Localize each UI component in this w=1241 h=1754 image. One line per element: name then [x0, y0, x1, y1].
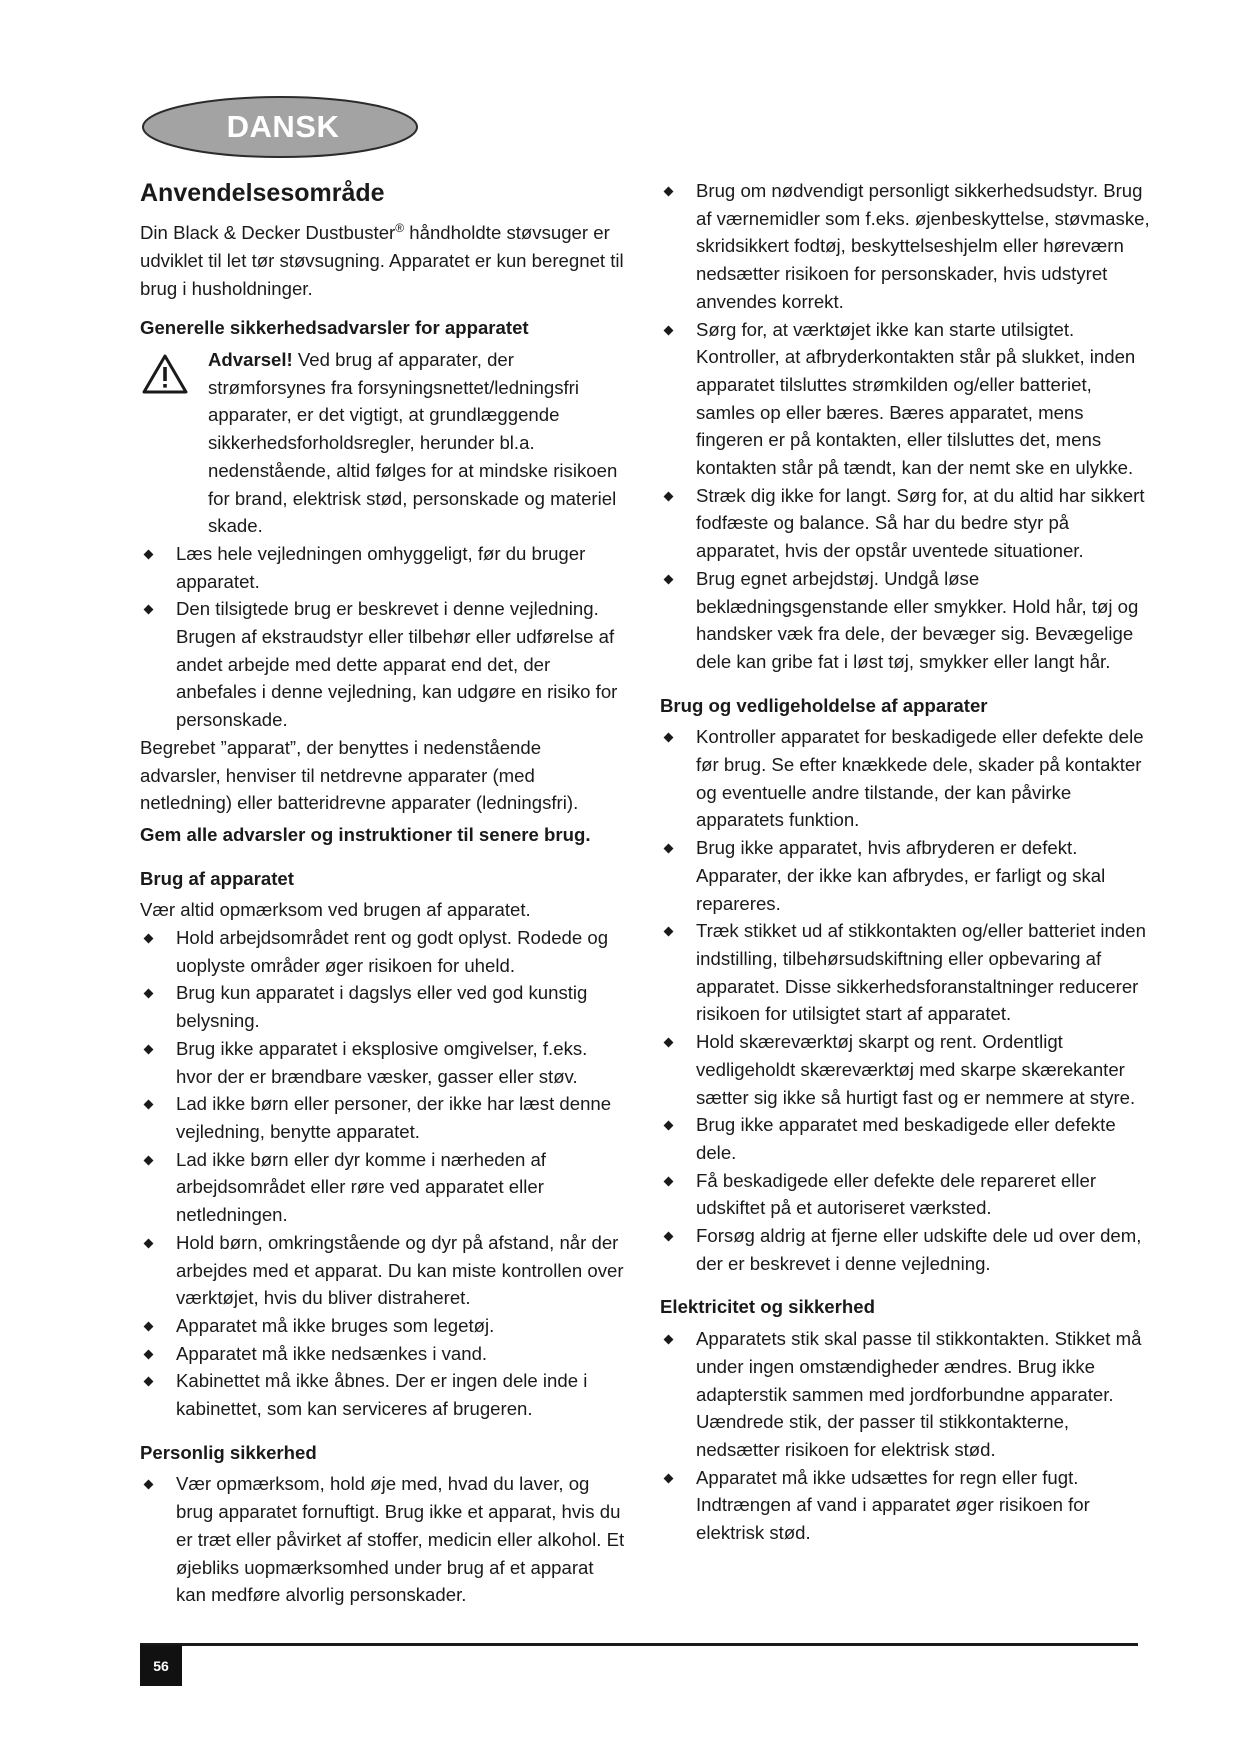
list-item: Brug ikke apparatet i eksplosive omgivelser, f.eks. hvor der er brændbare væsker, gasser eller støv. — [140, 1035, 626, 1090]
page-number: 56 — [140, 1645, 182, 1686]
care-heading: Brug og vedligeholdelse af apparater — [660, 694, 988, 716]
use-heading: Brug af apparatet — [140, 867, 294, 889]
general-bullet-list — [140, 540, 626, 734]
intro-paragraph — [140, 215, 626, 302]
list-item: Læs hele vejledningen omhyggeligt, før du bruger apparatet. — [140, 540, 626, 595]
list-item: Apparatet må ikke udsættes for regn eller fugt. Indtrængen af vand i apparatet øger risikoen for elektrisk stød. — [660, 1464, 1150, 1547]
list-item: Lad ikke børn eller dyr komme i nærheden af arbejdsområdet eller røre ved apparatet eller netledningen. — [140, 1146, 626, 1229]
registered-mark: ® — [395, 221, 405, 235]
list-item: Kabinettet må ikke åbnes. Der er ingen dele inde i kabinettet, som kan serviceres af brugeren. — [140, 1367, 626, 1422]
list-item: Få beskadigede eller defekte dele repareret eller udskiftet på et autoriseret værksted. — [660, 1167, 1150, 1222]
intro-text-1: Din Black & Decker Dustbuster — [140, 222, 396, 244]
language-label: DANSK — [226, 109, 340, 144]
list-item: Stræk dig ikke for langt. Sørg for, at du altid har sikkert fodfæste og balance. Så har du bedre styr på apparatet, hvis der opstår uventede situationer. — [660, 482, 1150, 565]
use-intro: Vær altid opmærksom ved brugen af apparatet. — [140, 899, 531, 921]
general-safety-heading: Generelle sikkerhedsadvarsler for apparatet — [140, 317, 529, 339]
list-item: Apparatets stik skal passe til stikkontakten. Stikket må under ingen omstændigheder ændres. Brug ikke adapterstik sammen med jordforbundne apparater. Uændrede stik, der passer til stikkontakterne, nedsætter risikoen for elektrisk stød. — [660, 1325, 1150, 1464]
intro-text-2: håndholdte støvsuger er udviklet til let tør støvsugning. Apparatet er kun beregnet til brug i husholdninger. — [140, 222, 624, 299]
list-item: Kontroller apparatet for beskadigede eller defekte dele før brug. Se efter knækkede dele, skader på kontakter og eventuelle andre tilstande, der kan påvirke apparatets funktion. — [660, 723, 1150, 834]
list-item: Hold arbejdsområdet rent og godt oplyst. Rodede og uoplyste områder øger risikoen for uheld. — [140, 924, 626, 979]
list-item: Sørg for, at værktøjet ikke kan starte utilsigtet. Kontroller, at afbryderkontakten står på slukket, inden apparatet tilsluttes strømkilden og/eller batteriet, samles op eller bæres. Bæres apparatet, mens fingeren er på kontakten, eller tilsluttes det, mens kontakten står på tændt, kan der nemt ske en ulykke. — [660, 316, 1150, 482]
electricity-heading: Elektricitet og sikkerhed — [660, 1296, 875, 1318]
list-item: Hold børn, omkringstående og dyr på afstand, når der arbejdes med et apparat. Du kan miste kontrollen over værktøjet, hvis du bliver distraheret. — [140, 1229, 626, 1312]
warning-triangle-icon — [140, 346, 208, 404]
list-item: Apparatet må ikke nedsænkes i vand. — [140, 1340, 626, 1368]
left-column — [140, 177, 626, 1609]
page-title: Anvendelsesområde — [140, 179, 385, 207]
list-item: Brug ikke apparatet, hvis afbryderen er defekt. Apparater, der ikke kan afbrydes, er farligt og skal repareres. — [660, 834, 1150, 917]
list-item: Vær opmærksom, hold øje med, hvad du laver, og brug apparatet fornuftigt. Brug ikke et apparat, hvis du er træt eller påvirket af stoffer, medicin eller alkohol. Et øjebliks uopmærksomhed under brug af et apparat kan medføre alvorlig personskader. — [140, 1470, 626, 1609]
right-column — [660, 177, 1150, 1547]
term-paragraph: Begrebet ”apparat”, der benyttes i nedenstående advarsler, henviser til netdrevne apparater (med netledning) eller batteridrevne apparater (ledningsfri). — [140, 736, 579, 814]
personal-bullet-list-continued — [660, 177, 1150, 676]
warning-body: Ved brug af apparater, der strømforsynes fra forsyningsnettet/ledningsfri apparater, er det vigtigt, at grundlæggende sikkerhedsforholdsregler, herunder bl.a. nedenstående, altid følges for at mindske risikoen for brand, elektrisk stød, personskade og materiel skade. — [208, 349, 618, 537]
personal-safety-heading: Personlig sikkerhed — [140, 1441, 317, 1463]
list-item: Brug kun apparatet i dagslys eller ved god kunstig belysning. — [140, 979, 626, 1034]
personal-bullet-list — [140, 1470, 626, 1609]
list-item: Brug om nødvendigt personligt sikkerhedsudstyr. Brug af værnemidler som f.eks. øjenbeskyttelse, støvmaske, skridsikkert fodtøj, beskyttelseshjelm eller høreværn nedsætter risikoen for personskader, hvis udstyret anvendes korrekt. — [660, 177, 1150, 316]
warning-text — [208, 346, 626, 540]
use-bullet-list — [140, 924, 626, 1423]
list-item: Brug egnet arbejdstøj. Undgå løse beklædningsgenstande eller smykker. Hold hår, tøj og handsker væk fra dele, der bevæger sig. Bevægelige dele kan gribe fat i løst tøj, smykker eller langt hår. — [660, 565, 1150, 676]
footer-rule — [140, 1643, 1138, 1646]
list-item: Den tilsigtede brug er beskrevet i denne vejledning. Brugen af ekstraudstyr eller tilbehør eller udførelse af andet arbejde med dette apparat end det, der anbefales i denne vejledning, kan udgøre en risiko for personskade. — [140, 595, 626, 734]
list-item: Lad ikke børn eller personer, der ikke har læst denne vejledning, benytte apparatet. — [140, 1090, 626, 1145]
warning-label: Advarsel! — [208, 349, 293, 370]
care-bullet-list — [660, 723, 1150, 1277]
list-item: Hold skæreværktøj skarpt og rent. Ordentligt vedligeholdt skæreværktøj med skarpe skærekanter sætter sig ikke så hurtigt fast og er nemmere at styre. — [660, 1028, 1150, 1111]
save-instructions-line: Gem alle advarsler og instruktioner til senere brug. — [140, 823, 591, 845]
language-tab — [140, 93, 420, 161]
list-item: Træk stikket ud af stikkontakten og/eller batteriet inden indstilling, tilbehørsudskiftning eller opbevaring af apparatet. Disse sikkerhedsforanstaltninger reducerer risikoen for utilsigtet start af apparatet. — [660, 917, 1150, 1028]
list-item: Forsøg aldrig at fjerne eller udskifte dele ud over dem, der er beskrevet i denne vejledning. — [660, 1222, 1150, 1277]
warning-block — [140, 346, 626, 540]
electricity-bullet-list — [660, 1325, 1150, 1547]
list-item: Brug ikke apparatet med beskadigede eller defekte dele. — [660, 1111, 1150, 1166]
list-item: Apparatet må ikke bruges som legetøj. — [140, 1312, 626, 1340]
